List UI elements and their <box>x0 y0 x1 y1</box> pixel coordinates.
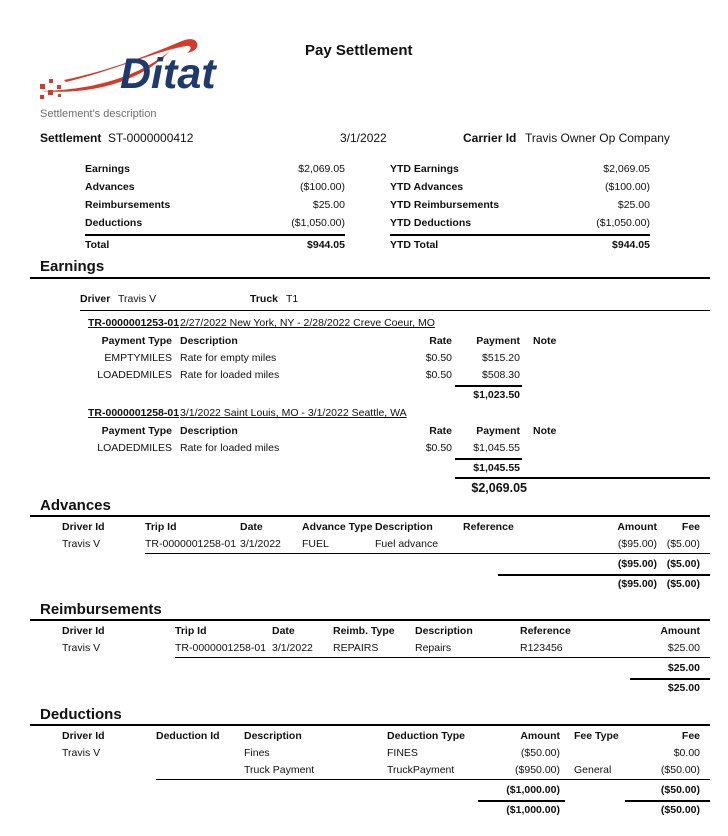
col-description: Description <box>415 625 473 637</box>
col-rate: Rate <box>429 425 452 437</box>
summary-ytd-total-label: YTD Total <box>390 239 439 251</box>
col-amount: Amount <box>660 625 700 637</box>
col-payment-type: Payment Type <box>101 335 172 347</box>
col-fee-type: Fee Type <box>574 730 619 742</box>
description-cell: Repairs <box>415 642 452 654</box>
deductions-heading-rule <box>30 724 710 726</box>
fee-cell: ($50.00) <box>660 764 700 776</box>
col-deduction-id: Deduction Id <box>156 730 220 742</box>
advances-total-divider <box>498 574 710 576</box>
deduction-type-cell: TruckPayment <box>387 764 455 776</box>
reimbursements-heading-rule <box>30 619 710 621</box>
col-amount: Amount <box>617 521 657 533</box>
advances-heading: Advances <box>40 497 111 514</box>
col-date: Date <box>272 625 295 637</box>
payment-cell: $508.30 <box>482 369 520 381</box>
summary-ytd-value: ($1,050.00) <box>596 217 650 229</box>
trip-subtotal-divider <box>455 385 522 387</box>
driver-id-cell: Travis V <box>62 747 101 759</box>
amount-cell: ($950.00) <box>515 764 560 776</box>
rate-cell: $0.50 <box>425 352 452 364</box>
col-note: Note <box>533 335 557 347</box>
reimbursements-subtotal: $25.00 <box>667 662 700 674</box>
trip-route: 2/27/2022 New York, NY - 2/28/2022 Creve Coeur, MO <box>180 317 435 329</box>
rate-cell: $0.50 <box>425 369 452 381</box>
advance-type-cell: FUEL <box>302 538 329 550</box>
payment-type-cell: LOADEDMILES <box>97 369 172 381</box>
col-description: Description <box>244 730 302 742</box>
earnings-heading: Earnings <box>40 258 105 275</box>
reference-cell: R123456 <box>520 642 563 654</box>
date-cell: 3/1/2022 <box>272 642 313 654</box>
driver-value: Travis V <box>118 293 157 305</box>
summary-value: ($1,050.00) <box>291 217 345 229</box>
summary-ytd-value: $2,069.05 <box>603 163 650 175</box>
fee-cell: ($5.00) <box>666 538 700 550</box>
settlement-label: Settlement <box>40 131 102 145</box>
payment-type-cell: LOADEDMILES <box>97 442 172 454</box>
col-date: Date <box>240 521 263 533</box>
reimbursements-heading: Reimbursements <box>40 601 162 618</box>
col-reference: Reference <box>520 625 571 637</box>
summary-label: Deductions <box>85 217 143 229</box>
description-cell: Rate for empty miles <box>180 352 277 364</box>
earnings-heading-rule <box>30 277 710 279</box>
col-reference: Reference <box>463 521 514 533</box>
deductions-total-fee: ($50.00) <box>660 804 700 816</box>
summary-ytd-label: YTD Reimbursements <box>390 199 500 211</box>
col-note: Note <box>533 425 557 437</box>
col-driver-id: Driver Id <box>62 625 105 637</box>
trip-id: TR-0000001258-01 <box>88 407 180 419</box>
fee-type-cell: General <box>574 764 612 776</box>
deductions-total-amount: ($1,000.00) <box>506 804 560 816</box>
driver-id-cell: Travis V <box>62 538 101 550</box>
payment-type-cell: EMPTYMILES <box>104 352 172 364</box>
col-advance-type: Advance Type <box>302 521 373 533</box>
summary-total-divider <box>85 234 345 236</box>
summary-ytd-label: YTD Advances <box>390 181 464 193</box>
earnings-total: $2,069.05 <box>471 481 527 495</box>
advances-subtotal-fee: ($5.00) <box>666 558 700 570</box>
payment-cell: $1,045.55 <box>473 442 520 454</box>
trip-route: 3/1/2022 Saint Louis, MO - 3/1/2022 Seattle, WA <box>180 407 407 419</box>
col-driver-id: Driver Id <box>62 521 105 533</box>
date-cell: 3/1/2022 <box>240 538 281 550</box>
rate-cell: $0.50 <box>425 442 452 454</box>
description-cell: Rate for loaded miles <box>180 369 280 381</box>
summary-total-label: Total <box>85 239 110 251</box>
col-description: Description <box>180 335 238 347</box>
description-cell: Fines <box>244 747 270 759</box>
payment-cell: $515.20 <box>482 352 520 364</box>
deductions-total-divider-fee <box>625 800 710 802</box>
ditat-logo <box>36 34 262 102</box>
summary-ytd-label: YTD Earnings <box>390 163 459 175</box>
settlement-date: 3/1/2022 <box>340 131 387 145</box>
advances-subtotal-amount: ($95.00) <box>617 558 657 570</box>
earnings-total-divider <box>455 477 710 479</box>
deductions-heading: Deductions <box>40 706 122 723</box>
reimb-type-cell: REPAIRS <box>333 642 379 654</box>
summary-value: $25.00 <box>312 199 345 211</box>
logo-wordmark: Ditat <box>120 50 216 98</box>
deduction-type-cell: FINES <box>387 747 418 759</box>
summary-label: Advances <box>85 181 135 193</box>
summary-ytd-total-value: $944.05 <box>612 239 650 251</box>
trip-subtotal: $1,045.55 <box>473 462 520 474</box>
trip-id-cell: TR-0000001258-01 <box>145 538 237 550</box>
summary-total-value: $944.05 <box>307 239 345 251</box>
summary-value: ($100.00) <box>300 181 345 193</box>
deductions-total-divider-amount <box>478 800 565 802</box>
col-amount: Amount <box>520 730 560 742</box>
col-payment: Payment <box>476 425 520 437</box>
col-rate: Rate <box>429 335 452 347</box>
col-trip-id: Trip Id <box>145 521 177 533</box>
col-deduction-type: Deduction Type <box>387 730 465 742</box>
summary-ytd-value: ($100.00) <box>605 181 650 193</box>
col-reimb-type: Reimb. Type <box>333 625 395 637</box>
description-cell: Truck Payment <box>244 764 315 776</box>
trip-subtotal: $1,023.50 <box>473 389 520 401</box>
trip-id: TR-0000001253-01 <box>88 317 180 329</box>
description-cell: Fuel advance <box>375 538 439 550</box>
deductions-subtotal-amount: ($1,000.00) <box>506 784 560 796</box>
description-cell: Rate for loaded miles <box>180 442 280 454</box>
amount-cell: ($95.00) <box>617 538 657 550</box>
summary-value: $2,069.05 <box>298 163 345 175</box>
carrier-id-value: Travis Owner Op Company <box>525 131 670 145</box>
deductions-subtotal-fee: ($50.00) <box>660 784 700 796</box>
reimbursements-total-divider <box>630 678 710 680</box>
truck-value: T1 <box>286 293 299 305</box>
deductions-subtotal-divider <box>156 779 710 780</box>
summary-label: Earnings <box>85 163 130 175</box>
driver-id-cell: Travis V <box>62 642 101 654</box>
col-driver-id: Driver Id <box>62 730 105 742</box>
col-payment: Payment <box>476 335 520 347</box>
driver-label: Driver <box>80 293 111 305</box>
advances-heading-rule <box>30 515 710 517</box>
col-description: Description <box>375 521 433 533</box>
advances-total-amount: ($95.00) <box>617 578 657 590</box>
advances-total-fee: ($5.00) <box>666 578 700 590</box>
reimbursements-total: $25.00 <box>667 682 700 694</box>
col-payment-type: Payment Type <box>101 425 172 437</box>
advances-subtotal-divider <box>145 553 710 554</box>
amount-cell: ($50.00) <box>520 747 560 759</box>
settlement-id: ST-0000000412 <box>108 131 194 145</box>
fee-cell: $0.00 <box>673 747 700 759</box>
summary-ytd-total-divider <box>390 234 650 236</box>
amount-cell: $25.00 <box>667 642 700 654</box>
col-trip-id: Trip Id <box>175 625 207 637</box>
summary-ytd-value: $25.00 <box>617 199 650 211</box>
col-fee: Fee <box>681 730 700 742</box>
truck-label: Truck <box>250 293 279 305</box>
summary-ytd-label: YTD Deductions <box>390 217 472 229</box>
reimbursements-subtotal-divider <box>175 657 710 658</box>
col-fee: Fee <box>681 521 700 533</box>
settlement-description: Settlement's description <box>40 108 157 120</box>
trip-subtotal-divider <box>455 458 522 460</box>
trip-id-cell: TR-0000001258-01 <box>175 642 267 654</box>
driver-row-divider <box>80 310 710 311</box>
col-description: Description <box>180 425 238 437</box>
carrier-id-label: Carrier Id <box>463 131 517 145</box>
page-title: Pay Settlement <box>305 42 413 59</box>
summary-label: Reimbursements <box>85 199 171 211</box>
